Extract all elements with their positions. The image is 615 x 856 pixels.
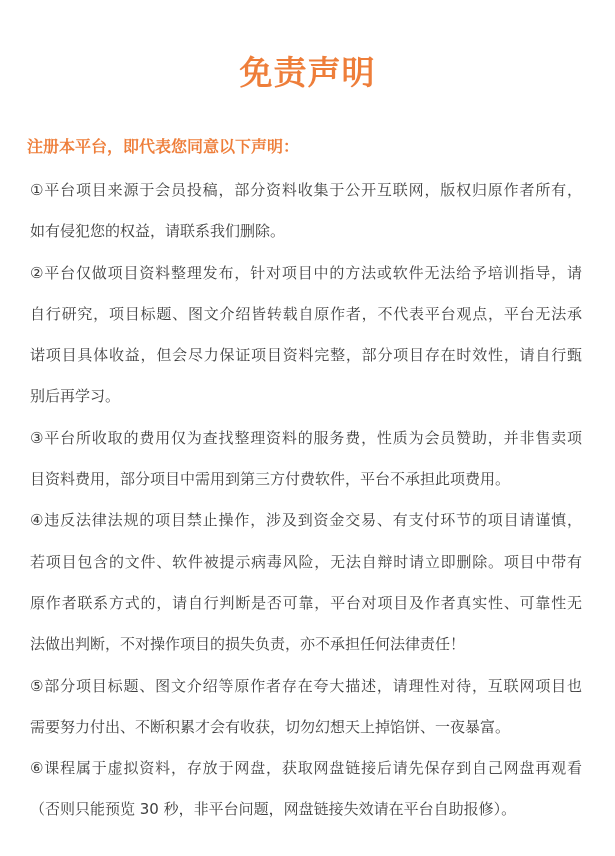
disclaimer-paragraph	[30, 666, 582, 749]
disclaimer-line: 法做出判断，不对操作项目的损失负责，亦不承担任何法律责任！	[30, 635, 466, 654]
disclaimer-line: 原作者联系方式的，请自行判断是否可靠，平台对项目及作者真实性、可靠性无	[30, 593, 582, 612]
disclaimer-line: 如有侵犯您的权益，请联系我们删除。	[30, 222, 286, 241]
disclaimer-line: ④违反法律法规的项目禁止操作，涉及到资金交易、有支付环节的项目请谨慎，	[30, 511, 582, 530]
disclaimer-intro: 注册本平台，即代表您同意以下声明：	[27, 137, 300, 156]
disclaimer-line: ⑤部分项目标题、图文介绍等原作者存在夸大描述，请理性对待，互联网项目也	[30, 676, 582, 695]
disclaimer-line: ⑥课程属于虚拟资料，存放于网盘，获取网盘链接后请先保存到自己网盘再观看	[30, 759, 582, 778]
disclaimer-line: 别后再学习。	[30, 387, 121, 406]
disclaimer-line: 目资料费用，部分项目中需用到第三方付费软件，平台不承担此项费用。	[30, 470, 511, 489]
page-title: 免责声明	[239, 53, 376, 92]
disclaimer-paragraph	[30, 170, 582, 253]
disclaimer-line: 自行研究，项目标题、图文介绍皆转载自原作者，不代表平台观点，平台无法承	[30, 304, 582, 323]
disclaimer-paragraph	[30, 253, 582, 418]
disclaimer-line: 若项目包含的文件、软件被提示病毒风险，无法自辩时请立即删除。项目中带有	[30, 552, 582, 571]
disclaimer-line: 需要努力付出、不断积累才会有收获，切勿幻想天上掉馅饼、一夜暴富。	[30, 717, 511, 736]
disclaimer-paragraph	[30, 418, 582, 501]
disclaimer-body	[0, 170, 615, 831]
disclaimer-paragraph	[30, 500, 582, 665]
disclaimer-line: ①平台项目来源于会员投稿，部分资料收集于公开互联网，版权归原作者所有，	[30, 181, 582, 199]
disclaimer-paragraph	[30, 748, 582, 831]
disclaimer-line: （否则只能预览 30 秒，非平台问题，网盘链接失效请在平台自助报修）。	[30, 800, 517, 819]
disclaimer-line: ③平台所收取的费用仅为查找整理资料的服务费，性质为会员赞助，并非售卖项	[30, 428, 582, 447]
disclaimer-line: ②平台仅做项目资料整理发布，针对项目中的方法或软件无法给予培训指导，请	[30, 263, 582, 282]
disclaimer-line: 诺项目具体收益，但会尽力保证项目资料完整，部分项目存在时效性，请自行甄	[30, 346, 582, 365]
